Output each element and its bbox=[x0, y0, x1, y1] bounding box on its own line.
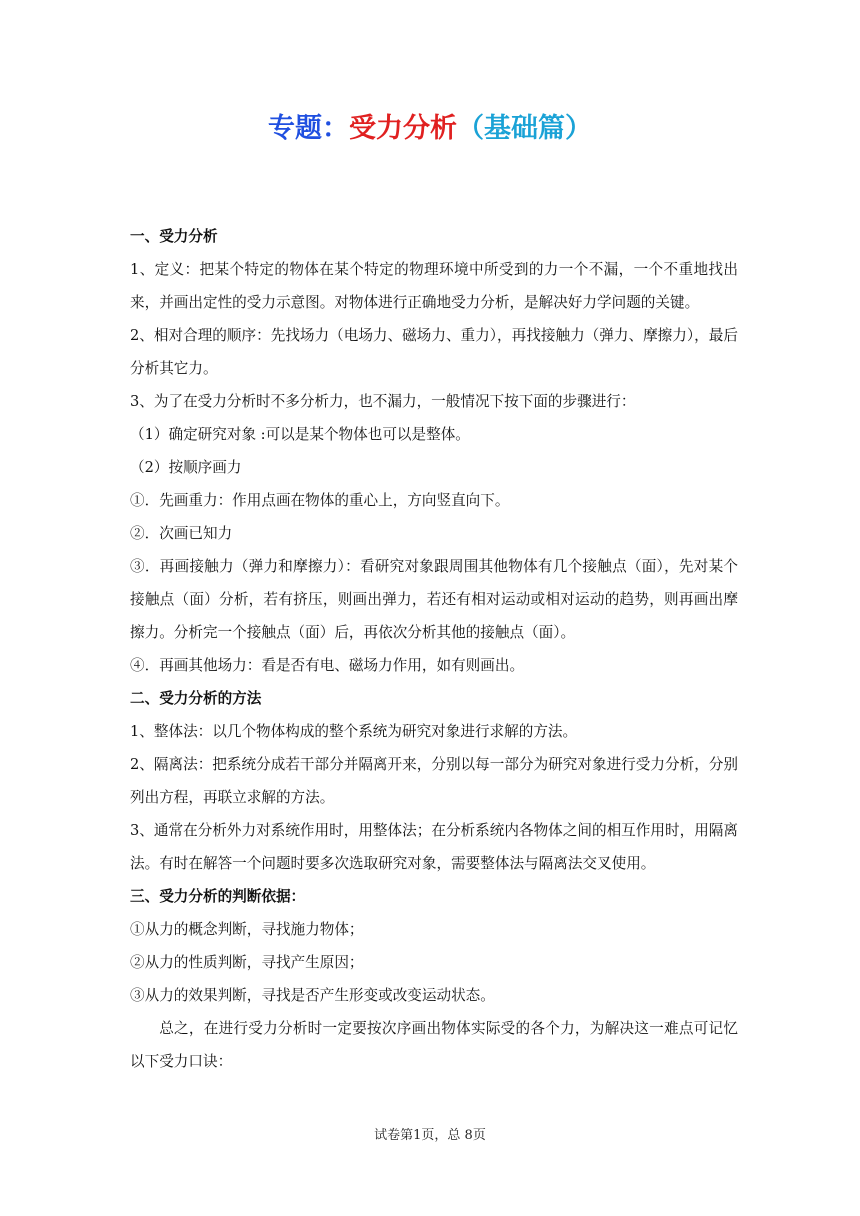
paragraph: 2、相对合理的顺序：先找场力（电场力、磁场力、重力），再找接触力（弹力、摩擦力），最后分析其它力。 bbox=[130, 327, 738, 377]
section-heading: 三、受力分析的判断依据： bbox=[130, 888, 306, 905]
paragraph: ③从力的效果判断，寻找是否产生形变或改变运动状态。 bbox=[130, 987, 495, 1004]
paragraph: ②．次画已知力 bbox=[130, 525, 233, 542]
section-heading: 二、受力分析的方法 bbox=[130, 690, 262, 707]
title-prefix: 专题： bbox=[268, 113, 349, 144]
paragraph: ①从力的概念判断，寻找施力物体； bbox=[130, 921, 364, 938]
paragraph: （2）按顺序画力 bbox=[130, 459, 242, 476]
paragraph: ②从力的性质判断，寻找产生原因； bbox=[130, 954, 364, 971]
paragraph: ④．再画其他场力：看是否有电、磁场力作用，如有则画出。 bbox=[130, 657, 525, 674]
paragraph: ①．先画重力：作用点画在物体的重心上，方向竖直向下。 bbox=[130, 492, 510, 509]
paragraph: ③．再画接触力（弹力和摩擦力）：看研究对象跟周围其他物体有几个接触点（面），先对某个接触点（面）分析，若有挤压，则画出弹力，若还有相对运动或相对运动的趋势，则再画出摩擦力。分析完一个接触点（面）后，再依次分析其他的接触点（面）。 bbox=[130, 558, 738, 641]
paragraph: 2、隔离法：把系统分成若干部分并隔离开来，分别以每一部分为研究对象进行受力分析，分别列出方程，再联立求解的方法。 bbox=[130, 756, 738, 806]
paragraph: 3、通常在分析外力对系统作用时，用整体法；在分析系统内各物体之间的相互作用时，用隔离法。有时在解答一个问题时要多次选取研究对象，需要整体法与隔离法交叉使用。 bbox=[130, 822, 738, 872]
title-suffix: （基础篇） bbox=[457, 113, 592, 144]
section-heading: 一、受力分析 bbox=[130, 228, 218, 245]
title-main: 受力分析 bbox=[349, 113, 457, 144]
paragraph: 1、整体法：以几个物体构成的整个系统为研究对象进行求解的方法。 bbox=[130, 723, 578, 740]
paragraph: 3、为了在受力分析时不多分析力，也不漏力，一般情况下按下面的步骤进行： bbox=[130, 393, 636, 410]
paragraph: 1、定义：把某个特定的物体在某个特定的物理环境中所受到的力一个不漏，一个不重地找出来，并画出定性的受力示意图。对物体进行正确地受力分析，是解决好力学问题的关键。 bbox=[130, 261, 738, 311]
paragraph: （1）确定研究对象 :可以是某个物体也可以是整体。 bbox=[130, 426, 470, 443]
document-body bbox=[130, 220, 738, 1078]
page-title bbox=[0, 107, 860, 151]
page-footer: 试卷第1页，总 8页 bbox=[374, 1128, 486, 1143]
closing-paragraph: 总之，在进行受力分析时一定要按次序画出物体实际受的各个力，为解决这一难点可记忆以下受力口诀： bbox=[130, 1020, 738, 1070]
